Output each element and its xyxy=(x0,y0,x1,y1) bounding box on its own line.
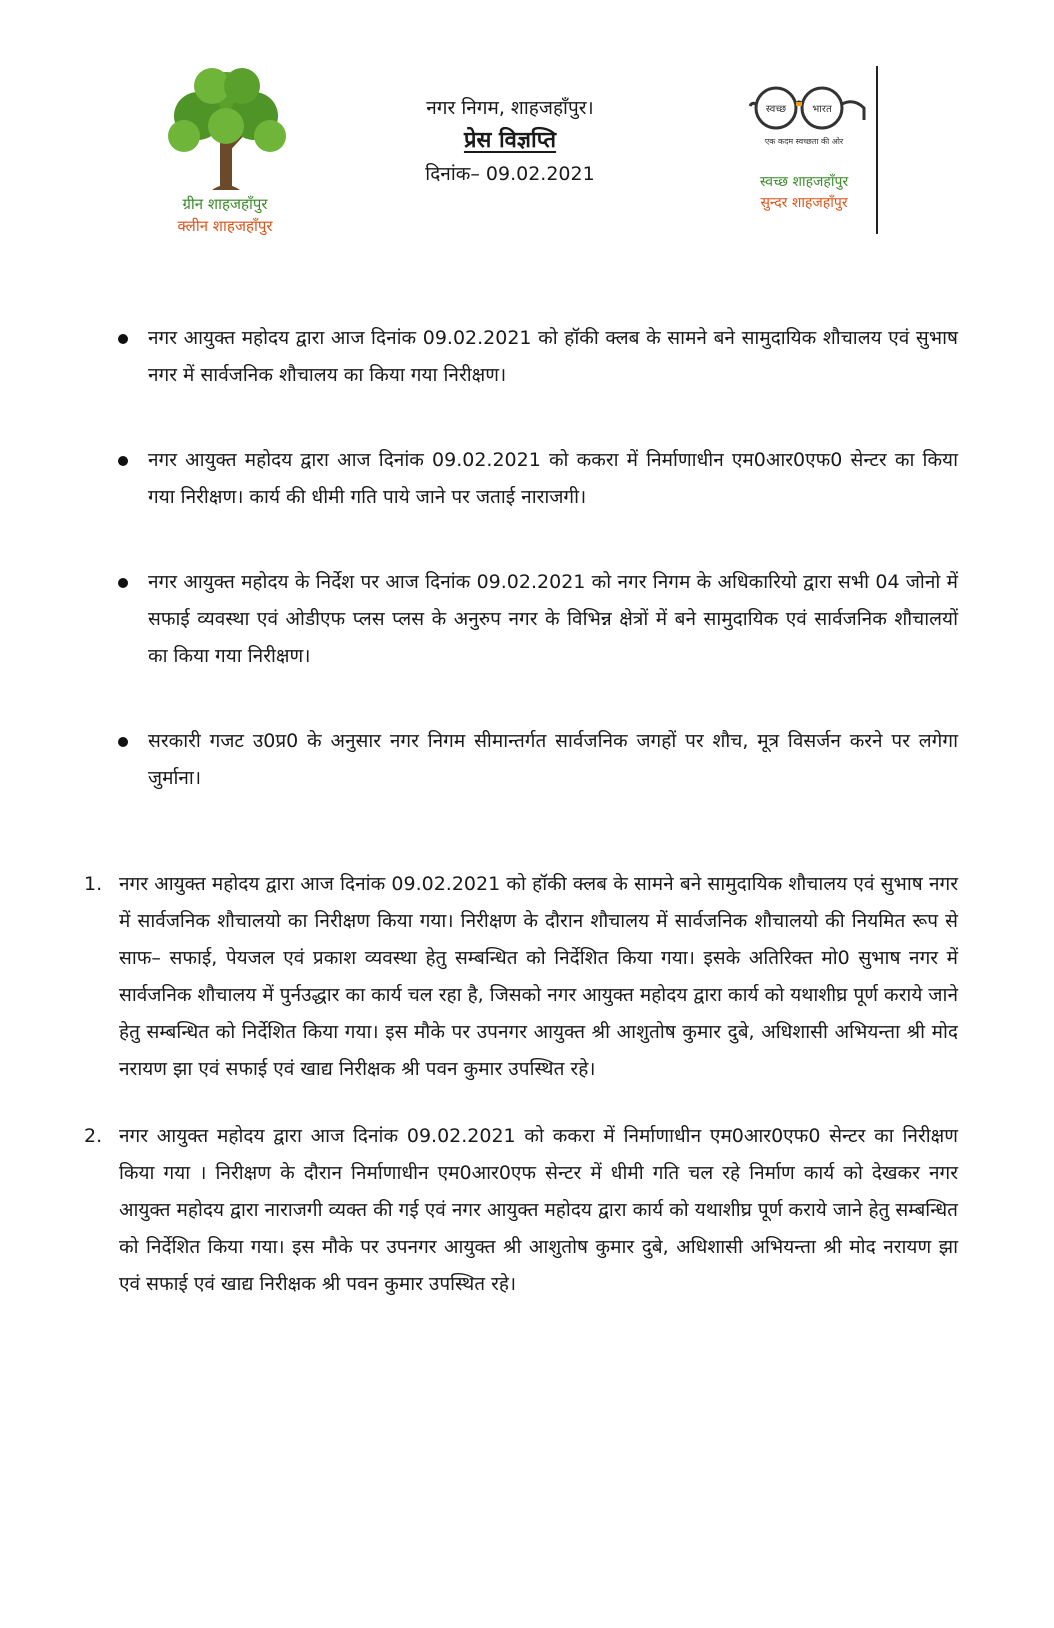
bullet-text: सरकारी गजट उ0प्र0 के अनुसार नगर निगम सीमान्तर्गत सार्वजनिक जगहों पर शौच, मूत्र विसर्जन करने पर लगेगा जुर्माना। xyxy=(148,730,958,789)
numbered-item xyxy=(84,866,958,1088)
logo-tagline: एक कदम स्वच्छता की ओर xyxy=(764,137,844,146)
bullet-item xyxy=(118,564,958,675)
numbered-text: नगर आयुक्त महोदय द्वारा आज दिनांक 09.02.2021 को हॉकी क्लब के सामने बने सामुदायिक शौचालय एवं सुभाष नगर में सार्वजनिक शौचालयो का निरीक्षण किया गया। निरीक्षण के दौरान शौचालय में सार्वजनिक शौचालयो की नियमित रूप से साफ– सफाई, पेयजल एवं प्रकाश व्यवस्था हेतु सम्बन्धित को निर्देशित किया गया। इसके अतिरिक्त मो0 सुभाष नगर में सार्वजनिक शौचालय में पुर्नउद्धार का कार्य चल रहा है, जिसको नगर आयुक्त महोदय द्वारा कार्य को यथाशीघ्र पूर्ण कराये जाने हेतु सम्बन्धित को निर्देशित किया गया। इस मौके पर उपनगर आयुक्त श्री आशुतोष कुमार दुबे, अधिशासी अभियन्ता श्री मोद नरायण झा एवं सफाई एवं खाद्य निरीक्षक श्री पवन कुमार उपस्थित रहे। xyxy=(119,873,958,1080)
item-number: 1. xyxy=(84,873,103,895)
bullet-text: नगर आयुक्त महोदय द्वारा आज दिनांक 09.02.2021 को ककरा में निर्माणाधीन एम0आर0एफ0 सेन्टर का किया गया निरीक्षण। कार्य की धीमी गति पाये जाने पर जताई नाराजगी। xyxy=(148,449,958,508)
bullet-dot-icon xyxy=(118,456,128,466)
detail-numbered-list xyxy=(84,866,958,1333)
page-title xyxy=(380,124,640,158)
document-date: दिनांक– 09.02.2021 xyxy=(425,163,595,185)
bullet-item xyxy=(118,320,958,394)
header-divider xyxy=(876,66,878,234)
tree-icon xyxy=(162,66,292,194)
bullet-item xyxy=(118,442,958,516)
logo-caption-green: ग्रीन शाहजहाँपुर xyxy=(182,195,268,213)
organization-name: नगर निगम, शाहजहाँपुर। xyxy=(426,97,594,119)
numbered-item xyxy=(84,1118,958,1303)
bullet-dot-icon xyxy=(118,334,128,344)
swachh-bharat-logo xyxy=(748,80,868,230)
gandhi-glasses-icon xyxy=(748,80,866,136)
logo-caption-clean: क्लीन शाहजहाँपुर xyxy=(177,217,273,235)
bullet-dot-icon xyxy=(118,578,128,588)
lens-left-label: स्वच्छ xyxy=(765,104,787,115)
logo-caption-sundar: सुन्दर शाहजहाँपुर xyxy=(760,195,848,211)
header-center xyxy=(380,92,640,190)
bullet-text: नगर आयुक्त महोदय द्वारा आज दिनांक 09.02.2021 को हॉकी क्लब के सामने बने सामुदायिक शौचालय एवं सुभाष नगर में सार्वजनिक शौचालय का किया गया निरीक्षण। xyxy=(148,327,958,386)
lens-right-label: भारत xyxy=(812,104,832,115)
item-number: 2. xyxy=(84,1125,103,1147)
bullet-text: नगर आयुक्त महोदय के निर्देश पर आज दिनांक 09.02.2021 को नगर निगम के अधिकारियो द्वारा सभी 04 जोनो में सफाई व्यवस्था एवं ओडीएफ प्लस प्लस के अनुरुप नगर के विभिन्न क्षेत्रों में बने सामुदायिक एवं सार्वजनिक शौचालयों का किया गया निरीक्षण। xyxy=(148,571,958,667)
document-header xyxy=(0,0,1054,260)
numbered-text: नगर आयुक्त महोदय द्वारा आज दिनांक 09.02.2021 को ककरा में निर्माणाधीन एम0आर0एफ0 सेन्टर का निरीक्षण किया गया । निरीक्षण के दौरान निर्माणाधीन एम0आर0एफ सेन्टर में धीमी गति चल रहे निर्माण कार्य को देखकर नगर आयुक्त महोदय द्वारा नाराजगी व्यक्त की गई एवं नगर आयुक्त महोदय द्वारा कार्य को यथाशीघ्र पूर्ण कराये जाने हेतु सम्बन्धित को निर्देशित किया गया। इस मौके पर उपनगर आयुक्त श्री आशुतोष कुमार दुबे, अधिशासी अभियन्ता श्री मोद नरायण झा एवं सफाई एवं खाद्य निरीक्षक श्री पवन कुमार उपस्थित रहे। xyxy=(119,1125,958,1295)
bullet-item xyxy=(118,723,958,797)
summary-bullet-list xyxy=(118,320,958,845)
logo-caption-swachh: स्वच्छ शाहजहाँपुर xyxy=(759,174,849,190)
bullet-dot-icon xyxy=(118,737,128,747)
page-title-text: प्रेस विज्ञप्ति xyxy=(463,128,557,153)
green-shahjahanpur-logo xyxy=(150,66,300,246)
